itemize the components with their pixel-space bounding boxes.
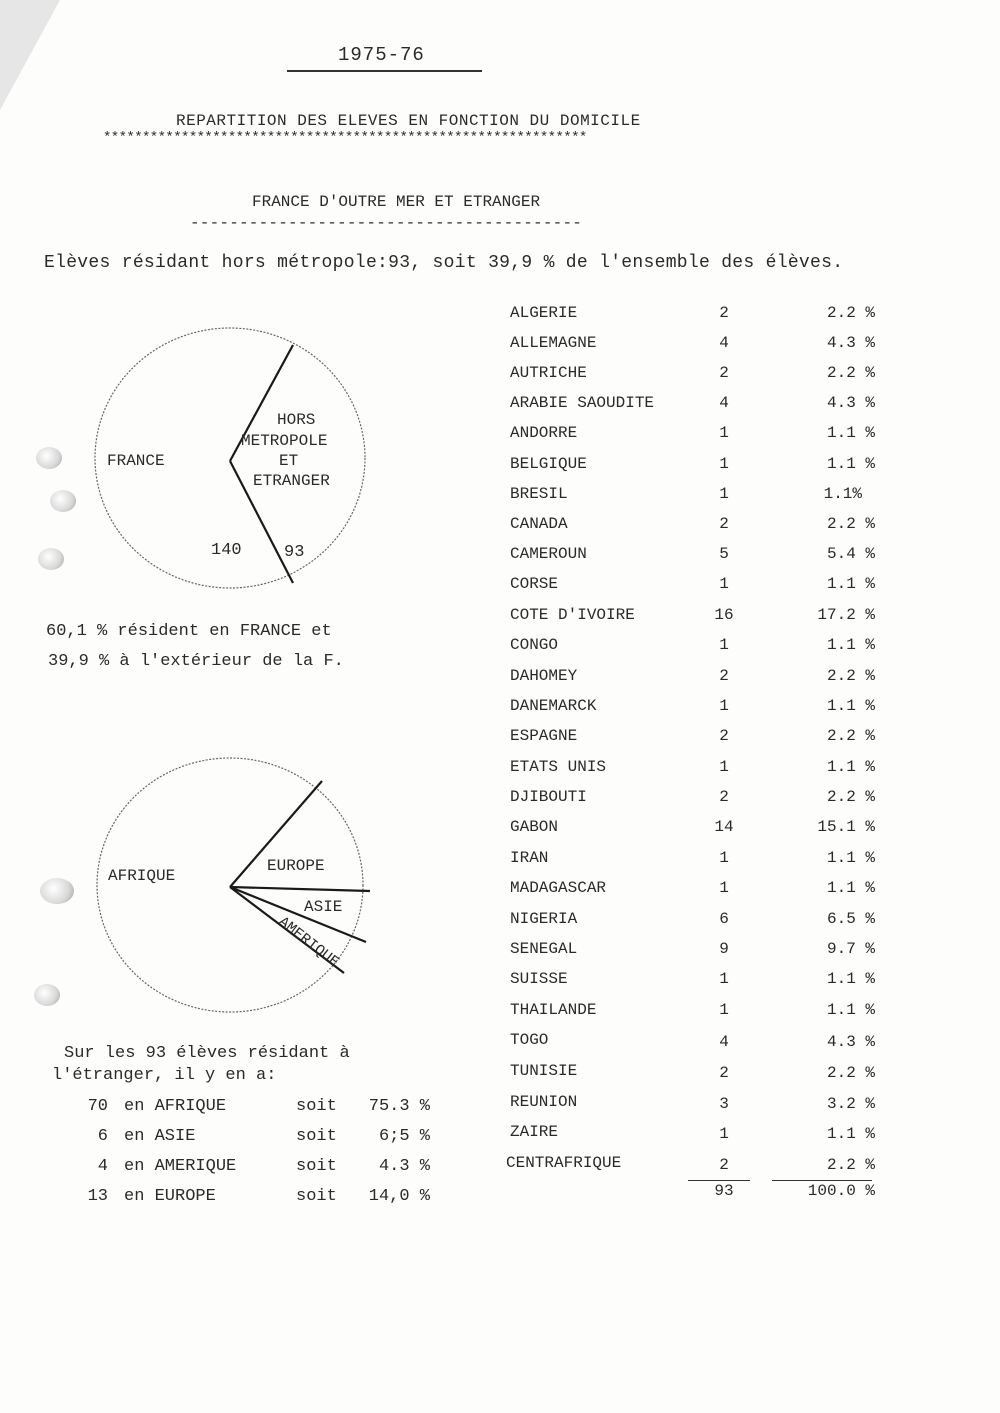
subtitle-dash-rule: ---------------------------------------- [190,214,583,232]
country-pct: 17.2 % [817,606,875,624]
country-pct: 2.2 % [826,1064,875,1082]
country-count: 1 [719,849,729,867]
country-pct: 1.1 % [826,1001,875,1019]
country-pct: 1.1 % [826,879,875,897]
country-pct: 2.2 % [826,364,875,382]
country-name: COTE D'IVOIRE [510,606,635,624]
breakdown-intro-line2: l'étranger, il y en a: [52,1066,277,1085]
pie1-note-line1: 60,1 % résident en FRANCE et [46,622,332,641]
country-pct: 15.1 % [817,818,875,836]
country-count: 2 [719,304,729,322]
country-pct: 4.3 % [826,334,875,352]
document-title: REPARTITION DES ELEVES EN FONCTION DU DOMICILE [176,112,641,130]
punch-hole [50,490,76,512]
pie-chart-domicile [90,325,380,605]
country-name: THAILANDE [510,1001,597,1019]
breakdown-count: 13 [87,1187,108,1206]
total-count: 93 [714,1182,734,1200]
country-name: GABON [510,818,559,836]
country-count: 1 [719,424,729,442]
country-name: ETATS UNIS [510,758,607,776]
country-count: 1 [719,758,729,776]
country-pct: 3.2 % [826,1095,875,1113]
country-count: 1 [719,455,729,473]
pie1-value-hors: 93 [284,543,305,562]
pie2-divider-asie [230,887,370,891]
breakdown-region: en AMERIQUE [124,1157,237,1176]
country-pct: 1.1 % [826,424,875,442]
breakdown-pct: 14,0 % [368,1187,430,1206]
country-name: ALGERIE [510,304,578,322]
country-count: 1 [719,485,729,503]
pie2-label-amerique: AMERIQUE [274,913,343,972]
country-name: CAMEROUN [510,545,587,563]
country-count: 1 [719,1001,729,1019]
pie1-value-france: 140 [211,541,242,560]
breakdown-count: 4 [97,1157,108,1176]
country-name: CENTRAFRIQUE [506,1154,622,1172]
country-count: 1 [719,1125,729,1143]
country-name: AUTRICHE [510,364,587,382]
country-name: ALLEMAGNE [510,334,597,352]
punch-hole [38,548,64,570]
country-pct: 1.1 % [826,455,875,473]
country-pct: 2.2 % [826,1156,875,1174]
breakdown-count: 70 [87,1097,108,1116]
pie2-label-europe: EUROPE [267,857,325,875]
country-name: BELGIQUE [510,455,587,473]
country-count: 1 [719,697,729,715]
pie1-note-line2: 39,9 % à l'extérieur de la F. [48,652,344,671]
country-count: 16 [714,606,734,624]
country-pct: 2.2 % [826,515,875,533]
country-name: SUISSE [510,970,568,988]
country-count: 2 [719,727,729,745]
country-count: 1 [719,970,729,988]
pie2-outline [97,758,363,1012]
country-pct: 2.2 % [826,727,875,745]
section-subtitle: FRANCE D'OUTRE MER ET ETRANGER [252,193,541,211]
pie1-label-etranger: ETRANGER [253,472,330,490]
country-name: TUNISIE [510,1062,578,1080]
country-name: IRAN [510,849,549,867]
country-count: 4 [719,334,729,352]
pie-chart-continents [90,745,390,1015]
country-pct: 1.1% [823,485,862,503]
country-pct: 2.2 % [826,667,875,685]
country-count: 6 [719,910,729,928]
country-count: 2 [719,788,729,806]
breakdown-region: en ASIE [124,1127,196,1146]
country-pct: 1.1 % [826,697,875,715]
country-name: DANEMARCK [510,697,597,715]
title-star-rule: ************************************************************** [103,130,587,146]
intro-sentence: Elèves résidant hors métropole:93, soit 39,9 % de l'ensemble des élèves. [44,253,844,273]
country-count: 1 [719,636,729,654]
breakdown-count: 6 [97,1127,108,1146]
breakdown-region: en AFRIQUE [124,1097,227,1116]
country-name: SENEGAL [510,940,578,958]
country-name: CANADA [510,515,568,533]
breakdown-soit: soit [296,1097,337,1116]
total-pct-rule [772,1180,872,1181]
country-count: 4 [719,394,729,412]
country-pct: 1.1 % [826,758,875,776]
country-pct: 6.5 % [826,910,875,928]
breakdown-pct: 75.3 % [368,1097,430,1116]
country-name: TOGO [510,1031,549,1049]
country-count: 5 [719,545,729,563]
breakdown-pct: 6;5 % [378,1127,430,1146]
country-count: 1 [719,575,729,593]
pie2-label-asie: ASIE [304,898,343,916]
total-pct: 100.0 % [807,1182,875,1200]
country-count: 14 [714,818,734,836]
breakdown-soit: soit [296,1187,337,1206]
country-name: ESPAGNE [510,727,578,745]
country-pct: 1.1 % [826,575,875,593]
country-count: 2 [719,364,729,382]
country-count: 2 [719,1064,729,1082]
country-pct: 4.3 % [826,394,875,412]
country-name: DJIBOUTI [510,788,587,806]
punch-hole [40,878,74,904]
country-name: MADAGASCAR [510,879,607,897]
year-underline [287,70,482,72]
country-pct: 4.3 % [826,1033,875,1051]
country-count: 1 [719,879,729,897]
breakdown-intro-line1: Sur les 93 élèves résidant à [64,1044,350,1063]
country-name: ARABIE SAOUDITE [510,394,655,412]
country-count: 4 [719,1033,729,1051]
country-name: REUNION [510,1093,578,1111]
country-pct: 1.1 % [826,970,875,988]
breakdown-pct: 4.3 % [378,1157,430,1176]
pie1-label-hors: HORS [277,411,316,429]
country-pct: 2.2 % [826,304,875,322]
country-pct: 1.1 % [826,849,875,867]
country-pct: 1.1 % [826,636,875,654]
country-name: CORSE [510,575,559,593]
breakdown-region: en EUROPE [124,1187,216,1206]
country-name: DAHOMEY [510,667,578,685]
breakdown-soit: soit [296,1157,337,1176]
breakdown-soit: soit [296,1127,337,1146]
country-name: ANDORRE [510,424,578,442]
country-name: BRESIL [510,485,568,503]
country-pct: 1.1 % [826,1125,875,1143]
country-pct: 9.7 % [826,940,875,958]
folded-corner [0,0,60,110]
punch-hole [36,447,62,469]
country-name: ZAIRE [510,1123,559,1141]
country-pct: 5.4 % [826,545,875,563]
pie1-label-et: ET [279,452,299,470]
country-count: 9 [719,940,729,958]
country-count: 3 [719,1095,729,1113]
country-count: 2 [719,515,729,533]
total-count-rule [688,1180,750,1181]
country-name: NIGERIA [510,910,578,928]
punch-hole [34,984,60,1006]
country-pct: 2.2 % [826,788,875,806]
document-year: 1975-76 [338,44,425,66]
country-count: 2 [719,1156,729,1174]
pie1-label-france: FRANCE [107,452,165,470]
country-count: 2 [719,667,729,685]
pie2-label-afrique: AFRIQUE [108,867,176,885]
pie1-label-metropole: METROPOLE [241,432,328,450]
country-name: CONGO [510,636,559,654]
